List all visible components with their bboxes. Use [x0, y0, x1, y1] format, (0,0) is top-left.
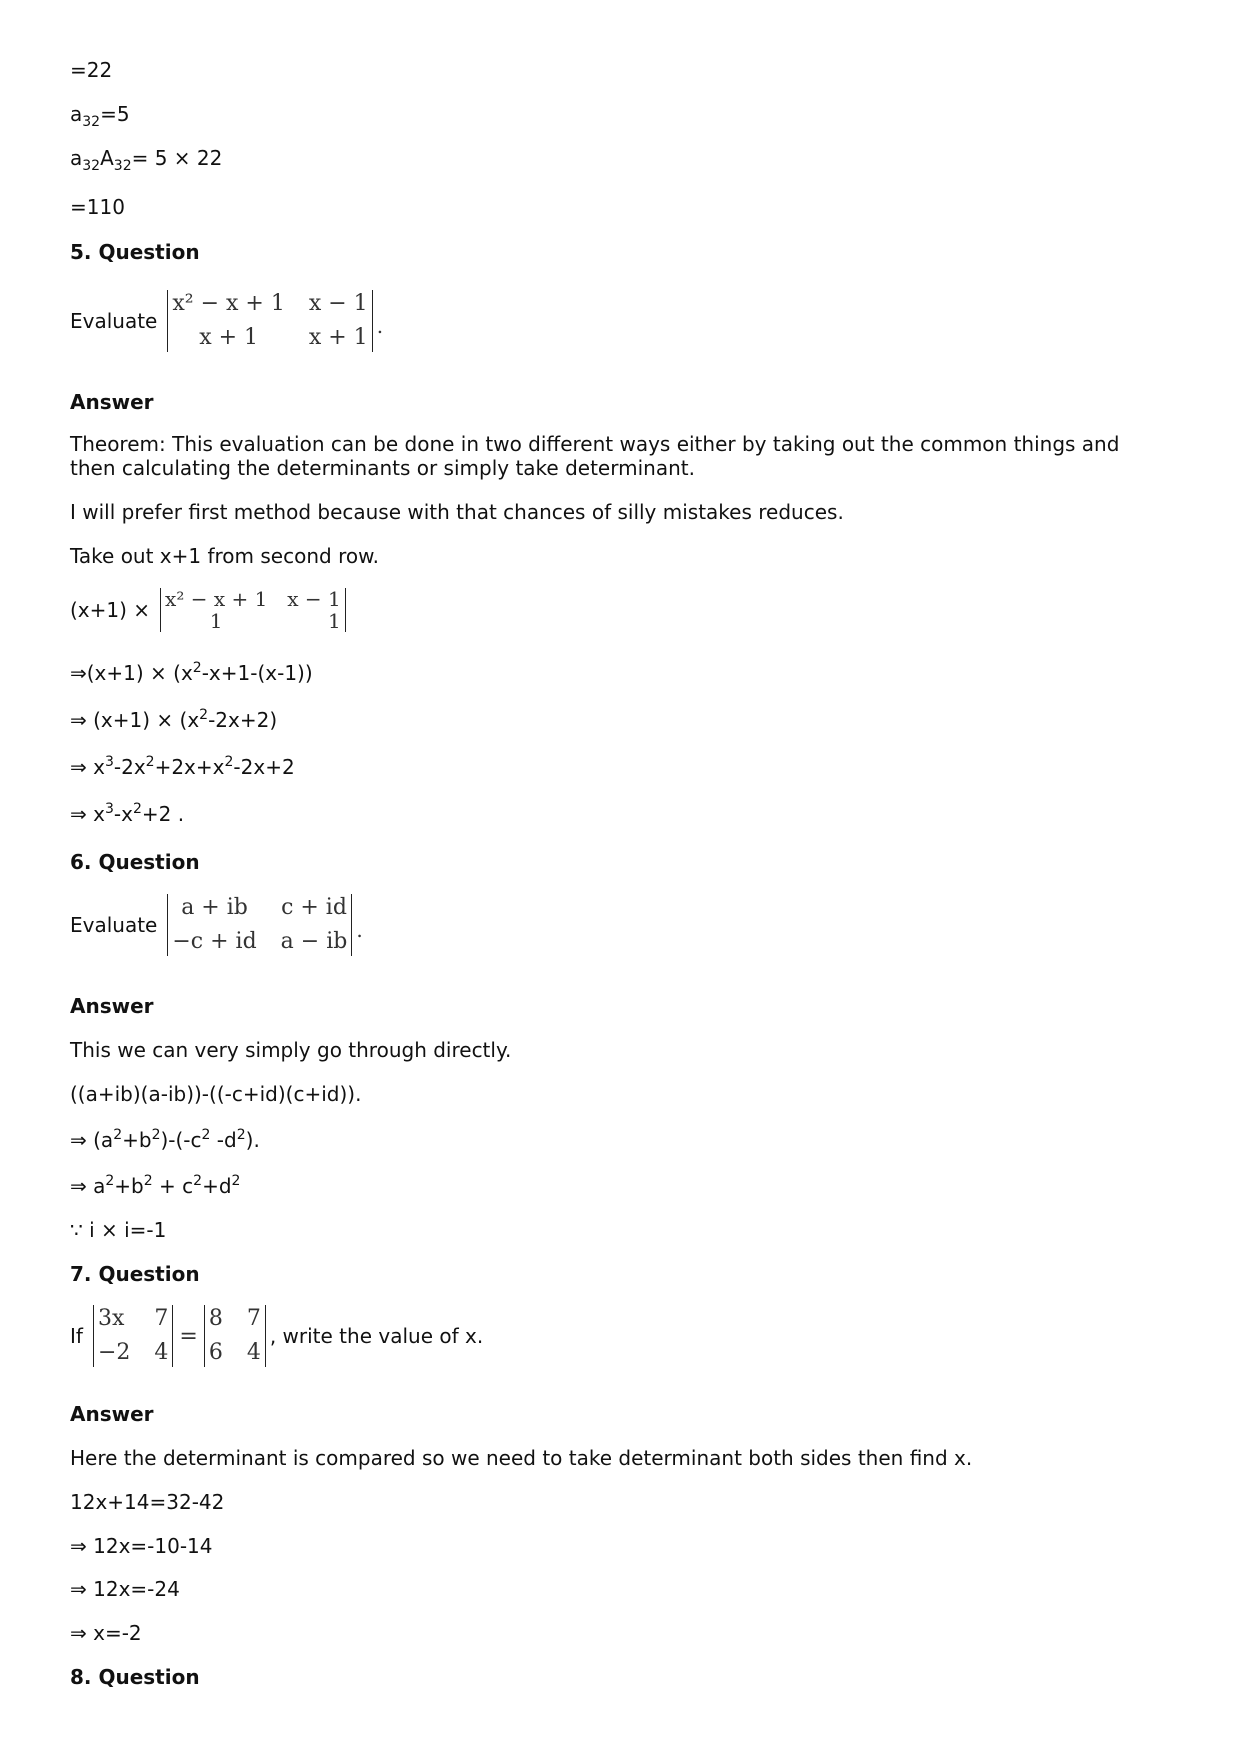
- math-step: ⇒(x+1) × $(x^2-x+1-(x-1))$: [70, 660, 313, 685]
- paragraph: This we can very simply go through directly.: [70, 1038, 512, 1062]
- question-prompt: Evaluate a + ib c + id −c + id a − ib .: [70, 895, 363, 954]
- question-heading: 5. Question: [70, 240, 200, 264]
- text-line: $a_{32}A_{32}= 5 \times 22$: [70, 146, 223, 174]
- paragraph: I will prefer first method because with that chances of silly mistakes reduces.: [70, 500, 844, 524]
- answer-label: Answer: [70, 994, 154, 1018]
- question-heading: 6. Question: [70, 850, 200, 874]
- math-step: ⇒ x=-2: [70, 1621, 142, 1645]
- determinant: x² − x + 1 x − 1 x + 1 x + 1: [167, 290, 372, 352]
- math-step: ⇒ $x^3-2x^2+2x+x^2-2x+2$: [70, 754, 295, 779]
- math-note: ∵ i × i=-1: [70, 1218, 167, 1242]
- paragraph: Take out x+1 from second row.: [70, 544, 379, 568]
- prompt-text: Evaluate: [70, 913, 158, 937]
- math-step: ⇒ $a^2+b^2 + c^2+d^2$: [70, 1173, 241, 1198]
- question-prompt: Evaluate x² − x + 1 x − 1 x + 1 x + 1 .: [70, 291, 384, 350]
- determinant: x² − x + 1 x − 1 1 1: [160, 588, 346, 632]
- math-expression: (x+1) × x² − x + 1 x − 1 1 1: [70, 588, 350, 632]
- question-prompt: If 3x 7 −2 4 = 8 7 6 4 , write the value of x.: [70, 1306, 484, 1365]
- math-step: ⇒ 12x=-24: [70, 1577, 180, 1601]
- math-step: ⇒ $x^3-x^2+2$ .: [70, 801, 185, 826]
- math-step: ⇒ $(x+1) \times (x^2-2x+2)$: [70, 707, 278, 732]
- paragraph: Here the determinant is compared so we need to take determinant both sides then find x.: [70, 1446, 973, 1470]
- determinant-left: 3x 7 −2 4: [93, 1305, 173, 1367]
- prompt-text: Evaluate: [70, 309, 158, 333]
- question-heading: 7. Question: [70, 1262, 200, 1286]
- math-step: ⇒ $(a^2+b^2)-(-c^2$ $-d^2$).: [70, 1127, 260, 1152]
- math-step: ((a+ib)(a-ib))-((-c+id)(c+id)).: [70, 1082, 362, 1106]
- paragraph: Theorem: This evaluation can be done in two different ways either by taking out the common things and then calculating the determinants or simply take determinant.: [70, 432, 1120, 480]
- question-heading: 8. Question: [70, 1665, 200, 1689]
- text-line: $a_{32}=5$: [70, 102, 130, 130]
- text-line: =110: [70, 195, 125, 219]
- determinant-right: 8 7 6 4: [204, 1305, 266, 1367]
- answer-label: Answer: [70, 1402, 154, 1426]
- answer-label: Answer: [70, 390, 154, 414]
- math-step: ⇒ 12x=-10-14: [70, 1534, 213, 1558]
- text-line: =22: [70, 58, 113, 82]
- prompt-text: If: [70, 1324, 83, 1348]
- math-step: 12x+14=32-42: [70, 1490, 225, 1514]
- determinant: a + ib c + id −c + id a − ib: [167, 894, 352, 956]
